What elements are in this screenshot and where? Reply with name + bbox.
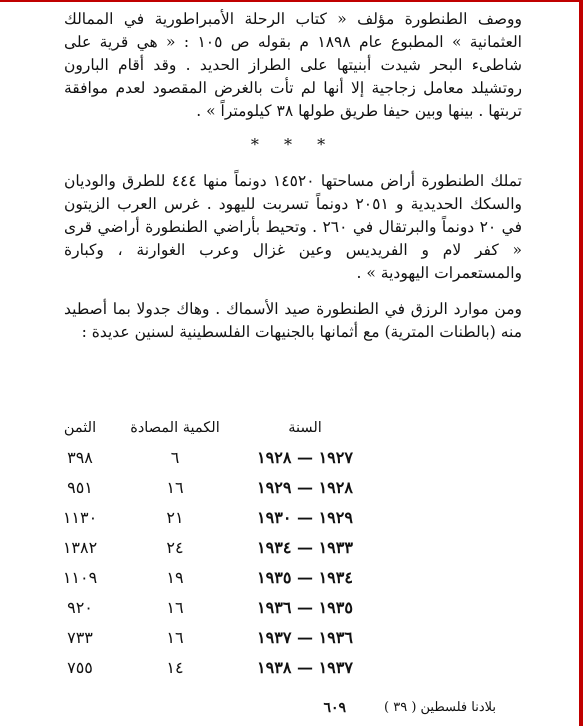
cell-price: ١١٣٠ <box>62 507 98 527</box>
cell-year: ١٩٢٧ — ١٩٢٨ <box>257 447 353 467</box>
cell-year: ١٩٣٥ — ١٩٣٦ <box>257 597 353 617</box>
cell-price: ٧٣٣ <box>67 627 93 647</box>
table-row <box>40 472 380 502</box>
document-page <box>64 6 522 344</box>
cell-quantity: ٦ <box>170 447 180 467</box>
cell-year: ١٩٣٣ — ١٩٣٤ <box>257 537 353 557</box>
cell-quantity: ١٦ <box>166 597 184 617</box>
table-row <box>40 592 380 622</box>
section-separator: * * * <box>250 135 336 154</box>
table-row <box>40 532 380 562</box>
cell-quantity: ١٦ <box>166 627 184 647</box>
table-row <box>40 652 380 682</box>
cell-year: ١٩٣٧ — ١٩٣٨ <box>257 657 353 677</box>
header-price: الثمن <box>63 420 97 436</box>
cell-price: ٧٥٥ <box>67 657 93 677</box>
paragraph-1: ووصف الطنطورة مؤلف « كتاب الرحلة الأمبراطورية في الممالك العثمانية » المطبوع عام ١٨٩٨ م بقوله ص ١٠٥ : « هي قرية على شاطىء البحر شيدت أبنيتها على الطراز الحديد . وقد أقام البارون روتشيلد معامل زجاجية إلا أنها لم تأت بالغرض المقصود لعدم موافقة تربتها . بينها وبين حيفا طريق طولها ٣٨ كيلومتراً » . <box>64 10 522 120</box>
cell-year: ١٩٣٦ — ١٩٣٧ <box>257 627 353 647</box>
cell-price: ٩٥١ <box>67 477 93 497</box>
cell-quantity: ٢١ <box>166 507 184 527</box>
page-number: ٦٠٩ <box>323 700 346 716</box>
cell-year: ١٩٢٩ — ١٩٣٠ <box>257 507 353 527</box>
header-quantity: الكمية المصادة <box>130 420 220 436</box>
paragraph-3: ومن موارد الرزق في الطنطورة صيد الأسماك . وهاك جدولا بما أصطيد منه (بالطنات المترية) مع أثمانها بالجنيهات الفلسطينية لسنين عديدة : <box>64 300 522 341</box>
cell-quantity: ١٤ <box>166 657 184 677</box>
table-row <box>40 622 380 652</box>
cell-quantity: ١٦ <box>166 477 184 497</box>
header-year: السنة <box>288 420 322 436</box>
table-header-row <box>40 420 380 442</box>
cell-price: ٩٢٠ <box>67 597 93 617</box>
fishing-catch-table <box>40 420 380 682</box>
table-row <box>40 502 380 532</box>
cell-quantity: ١٩ <box>166 567 184 587</box>
cell-price: ١٣٨٢ <box>62 537 98 557</box>
table-row <box>40 442 380 472</box>
table-row <box>40 562 380 592</box>
cell-quantity: ٢٤ <box>166 537 184 557</box>
book-reference: بلادنا فلسطين ( ٣٩ ) <box>384 700 496 715</box>
cell-year: ١٩٣٤ — ١٩٣٥ <box>257 567 353 587</box>
paragraph-2: تملك الطنطورة أراض مساحتها ١٤٥٢٠ دونماً منها ٤٤٤ للطرق والوديان والسكك الحديدية و ٢٠٥١ دونماً تسربت لليهود . غرس العرب الزيتون في ٢٠ دونماً والبرتقال في ٢٦٠ . وتحيط بأراضي الطنطورة أراضي قرى « كفر لام و الفريديس وعين غزال وعرب الغوارنة ، وكبارة والمستعمرات اليهودية » . <box>64 172 522 282</box>
cell-price: ٣٩٨ <box>67 447 93 467</box>
cell-year: ١٩٢٨ — ١٩٢٩ <box>257 477 353 497</box>
cell-price: ١١٠٩ <box>62 567 98 587</box>
